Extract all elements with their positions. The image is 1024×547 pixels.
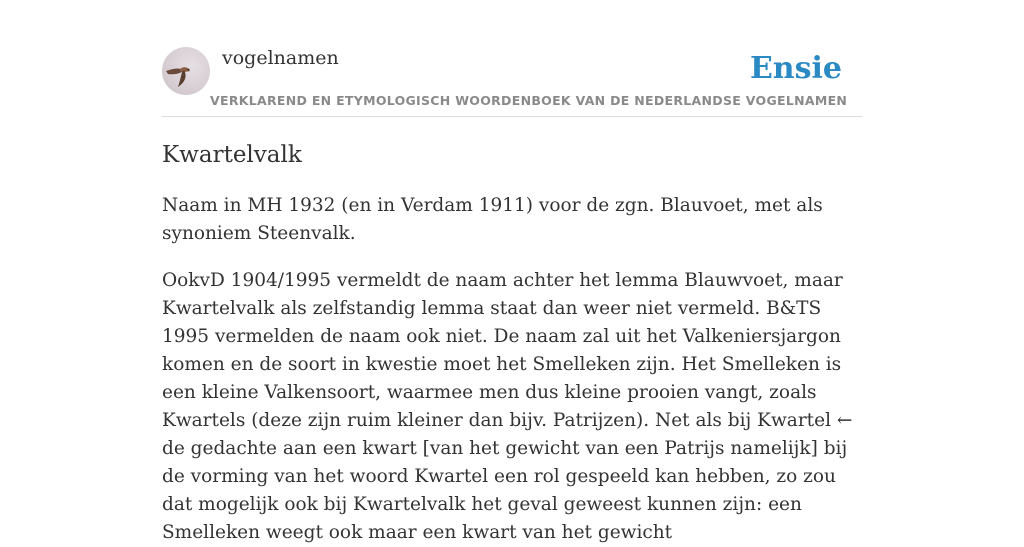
site-name-link[interactable]: vogelnamen (222, 47, 339, 69)
article-title: Kwartelvalk (162, 142, 302, 168)
edge-fade (934, 400, 1024, 512)
site-subtitle: VERKLAREND EN ETYMOLOGISCH WOORDENBOEK VAN DE NEDERLANDSE VOGELNAMEN (210, 93, 848, 108)
brand-logo[interactable]: Ensie (749, 51, 842, 86)
article-paragraph: Naam in MH 1932 (en in Verdam 1911) voor de zgn. Blauvoet, met als synoniem Steenvalk. (162, 195, 823, 244)
article-paragraph: OokvD 1904/1995 vermeldt de naam achter het lemma Blauwvoet, maar Kwartelvalk als zelfstandig lemma staat dan weer niet vermeld. B&TS 1995 vermelden de naam ook niet. De naam zal uit het Valkeniersjargon komen en de soort in kwestie moet het Smelleken zijn. Het Smelleken is een kleine Valkensoort, waarmee men dus kleine prooien vangt, zoals Kwartels (deze zijn ruim kleiner dan bijv. Patrijzen). Net als bij Kwartel ← de gedachte aan een kwart [van het gewicht van een Patrijs namelijk] bij de vorming van het woord Kwartel een rol gespeeld kan hebben, zo zou dat mogelijk ook bij Kwartelvalk het geval geweest kunnen zijn: een Smelleken weegt ook maar een kwart van het gewicht (162, 270, 853, 543)
bird-photo-icon (162, 47, 210, 95)
site-header (162, 46, 862, 117)
article (162, 138, 862, 547)
avatar[interactable] (162, 47, 210, 95)
